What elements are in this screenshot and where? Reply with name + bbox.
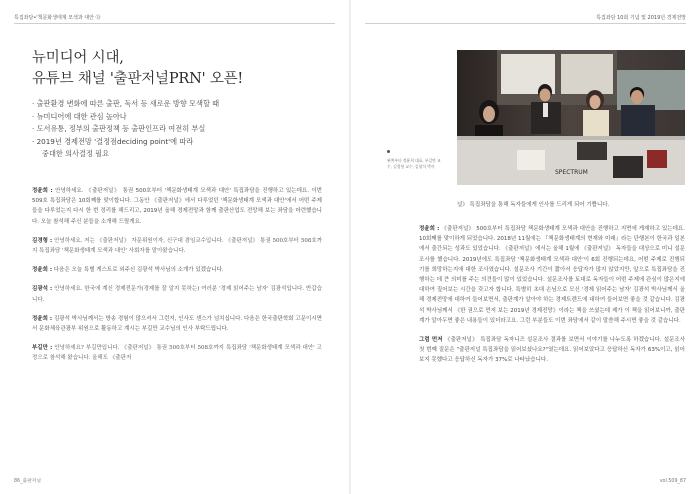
dialogue-paragraph	[32, 236, 322, 256]
left-dialogue	[32, 186, 322, 373]
left-folio: 86_출판저널	[14, 479, 42, 484]
dialogue-paragraph	[419, 224, 685, 326]
dialogue-paragraph	[32, 265, 322, 275]
continued-paragraph: 널》 특집좌담을 통해 독자들에게 인사를 드리게 되어 기쁩니다.	[457, 202, 610, 208]
speaker-label: 정윤희 :	[32, 315, 53, 322]
bullet-item: · 출판환경 변화에 따른 출판, 독서 등 새로운 방향 모색할 때	[32, 99, 220, 108]
left-running-head: 특집좌담•'책문화생태계 모색과 대안 ⑬	[14, 15, 101, 21]
dialogue-text: 다음은 오늘 특별 게스트로 외주신 김광석 박사님의 소개가 있겠습니다.	[53, 267, 224, 274]
caption-bullet	[387, 150, 390, 153]
speaker-label: 그럼 먼저	[419, 337, 443, 344]
title-line-1: 뉴미디어 시대,	[32, 50, 124, 66]
dialogue-paragraph	[32, 186, 322, 227]
bullet-item: · 뉴미디어에 대한 관심 높아나	[32, 111, 127, 121]
dialogue-text: 안녕하세요. 저는 《출판저널》 자문위원이자, 신구대 겸임교수입니다. 《출판저널》 통권 500호부터 508호까지 특집좌담 '책문화생태계 모색과 대안' 사회자를 맡아왔습니다.	[32, 237, 323, 255]
left-header-rule	[14, 23, 335, 24]
roundtable-photo	[457, 50, 685, 185]
bullet-item: · 2019년 경제전망 '결정점deciding point'에 따라	[32, 136, 194, 146]
caption-line: 수, 김경형 교수, 김광석 박사	[387, 164, 435, 169]
speaker-label: 정윤희 :	[419, 226, 440, 232]
speaker-label: 부길만 :	[32, 345, 53, 352]
photo-board-text: SPECTRUM	[555, 169, 588, 176]
speaker-label: 김경형 :	[32, 237, 53, 244]
title-line-2: 유튜브 채널 '출판저널PRN' 오픈!	[32, 71, 244, 87]
left-page	[0, 0, 349, 494]
dialogue-paragraph	[419, 335, 685, 366]
right-page	[351, 0, 700, 494]
speaker-label: 김광석 :	[32, 286, 53, 293]
dialogue-text: 안녕하세요? 부길만입니다. 《출판저널》 통권 500호부터 508호까지 특집좌담 '책문화생태계 모색과 대안' 고정으로 참석해 왔습니다. 올해도 《출판저	[32, 345, 322, 362]
speaker-label: 정윤희 :	[32, 188, 53, 194]
dialogue-text: 《출판저널》 특집좌담 독자니즈 설문조사 결과를 보면서 이야기를 나누도록 하겠습니다. 설문조사 첫 번째 질문은 "출판저널 특집좌담을 읽어보셨나요?"였는데요. 읽어보았다고 응답하신 독자가 63%이고, 읽어보지 못했다고 응답하신 독자가 37%로 나타났습니다.	[419, 337, 686, 364]
dialogue-text: 안녕하세요. 한국에 계신 경제전문가(경제를 잘 알지 못하는) 여러분 '경제 읽어주는 남자' 김광석입니다. 반갑습니다.	[32, 286, 322, 303]
right-dialogue	[419, 224, 685, 375]
right-running-head: 특집좌담 10회 기념 및 2019년 경제전망	[596, 15, 686, 21]
dialogue-text: 김광석 박사님께서는 방송 경험이 많으셔서 그런지, 인사도 센스가 넘치십니다. 다음은 한국출판학회 고문이시면서 문화체육관광부 위원으로 활동하고 계시는 부길만 교수님의 인사 부탁드립니다.	[32, 315, 322, 333]
article-title	[32, 48, 243, 90]
photo-illustration	[457, 50, 685, 185]
dialogue-paragraph	[32, 314, 322, 334]
summary-bullets	[32, 98, 282, 161]
dialogue-text: 안녕하세요. 《출판저널》 통권 500호부터 '책문화생태계 모색과 대안' 특집좌담을 진행하고 있는데요. 이번 509호 특집좌담은 10회째를 맞이합니다. 그동안 《출판저널》에서 다루었던 '책문화생태계 모색과 대안'에서 어떤 주제들을 다루었는지 다시 한 번 정리를 해드리고, 2019년 올해 경제전망과 함께 출판산업도 전망해 보는 좌담을 마련했습니다. 오늘 참석해 주신 분들을 소개해 드릴게요.	[32, 188, 322, 225]
bullet-item: · 도서유통, 정부의 출판정책 등 출판인프라 여전히 부실	[32, 124, 206, 134]
speaker-label: 정윤희 :	[32, 267, 53, 274]
right-header-rule	[365, 23, 686, 24]
photo-caption	[387, 158, 449, 170]
dialogue-paragraph	[32, 284, 322, 304]
caption-line: 왼쪽부터 정윤희 대표, 부길만 교	[387, 158, 441, 163]
right-folio: vol.509_87	[659, 479, 686, 484]
dialogue-text: 《출판저널》 500호부터 특집좌담 책문화생태계 모색과 대안을 진행하고 지면에 게재하고 있는데요. 10회째를 맞이하게 되었습니다. 2018년 11월에는 『책문화생태계의 현재와 미래』라는 단행본이 한국과 일본에서 출간되는 성과도 있었습니다. 《출판저널》에서는 올해 1월에 《출판저널》 독자들을 대상으로 미니 설문조사를 했습니다. 2019년에도 특집좌담 '책문화생태계 모색과 대안'이 6회 진행되는데요, 어떤 주제로 진행되기를 희망하는지에 대한 조사였습니다. 설문조사 기간이 짧아서 응답자가 많지 않았지만, 앞으로 특집좌담을 진행하는 데 큰 의미를 주는 의견들이 많이 있었습니다. 설문조사를 토대로 독자들이 어떤 주제에 관심이 많은지에 대하여 짚어보는 시간을 갖고자 합니다. 특별히 초대 손님으로 모신 '경제 읽어주는 남자' 김광석 박사님께서 올해 경제전망에 대하여 들어보면서, 출판계가 알아야 하는 경제트렌드에 대하여 들어보면 좋을 것 같습니다. 김광석 박사님께서 《한 권으로 먼저 보는 2019년 경제전망》이라는 책을 쓰셨는데 제가 이 책을 읽어보니까, 출판계가 알아두면 좋은 내용들이 있더라고요. 그런 부분들도 이번 좌담에서 같이 말씀해 주시면 좋을 것 같습니다.	[419, 226, 685, 324]
dialogue-paragraph	[32, 343, 322, 363]
bullet-item-continued: 중대한 의사결정 필요	[42, 149, 110, 159]
